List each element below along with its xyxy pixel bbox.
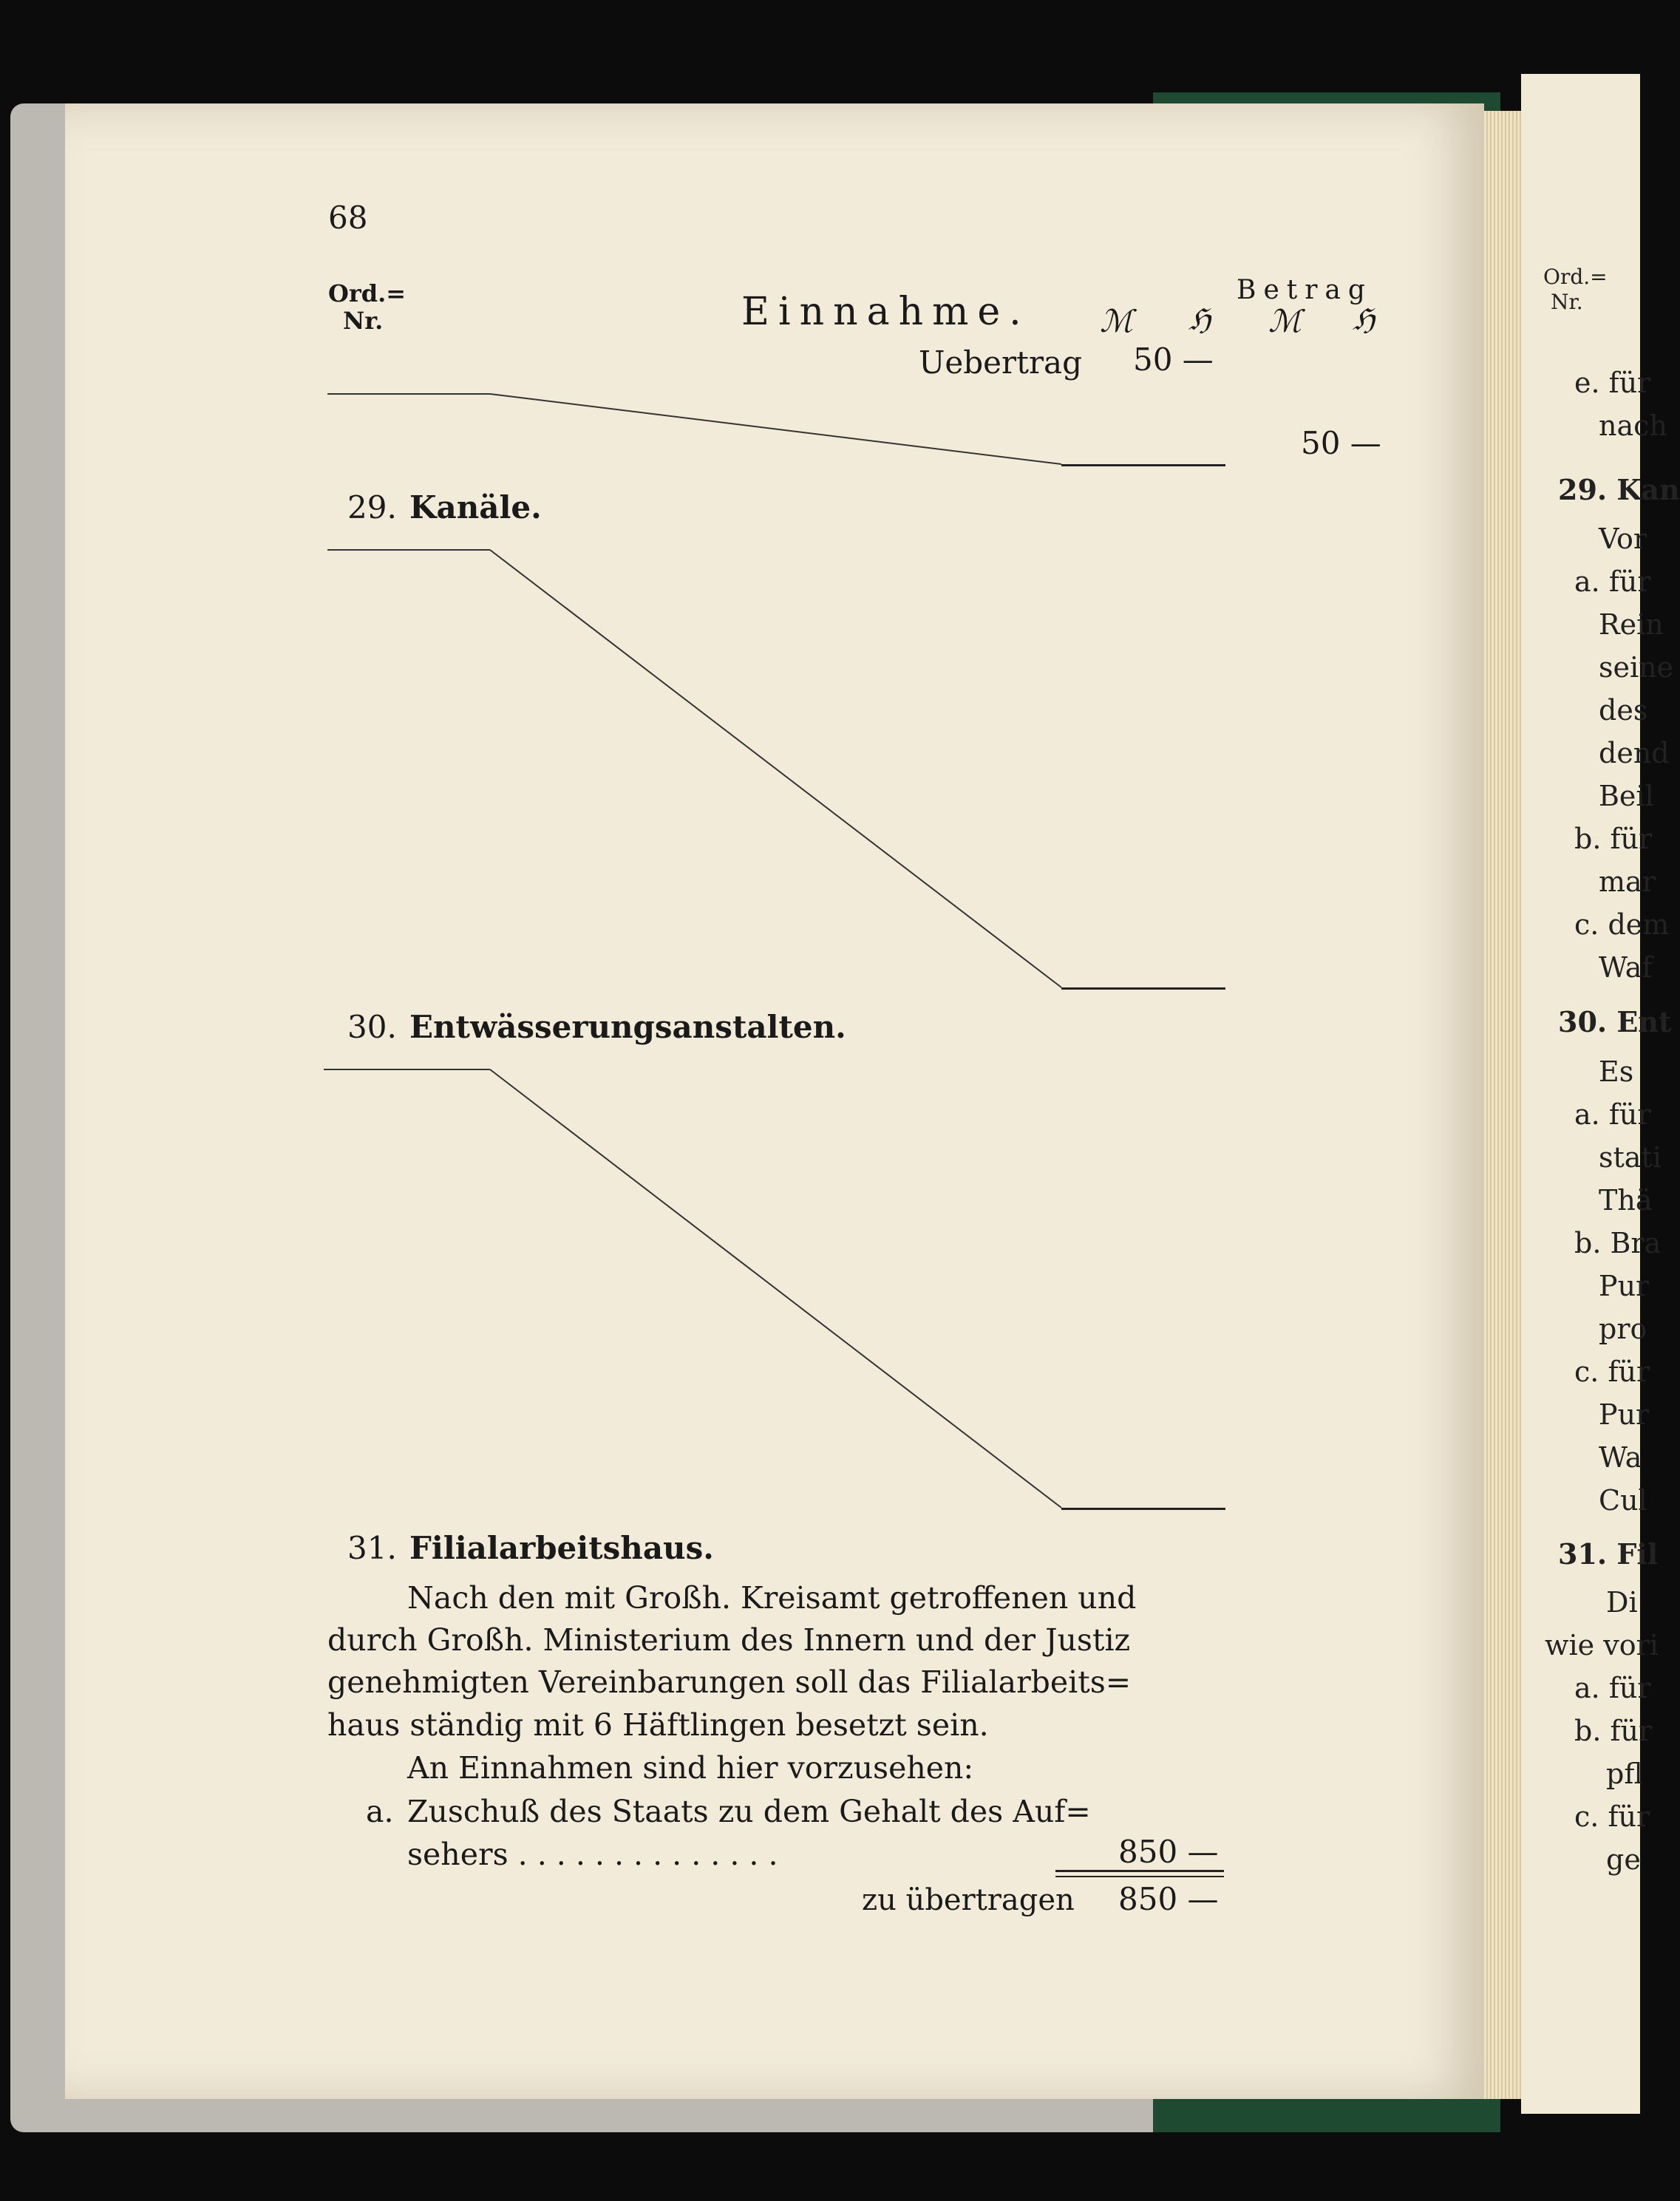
section-31-text-line: genehmigten Vereinbarungen soll das Filialarbeits= — [327, 1664, 1132, 1700]
right-ord-label-1: Ord.= — [1543, 265, 1608, 289]
right-text-row: 30. Ent — [1558, 1005, 1672, 1038]
right-text-row: stati — [1599, 1141, 1662, 1174]
sum-rule-31-second — [1055, 1876, 1224, 1877]
right-text-row: a. für — [1574, 565, 1651, 598]
right-text-row: Thä — [1599, 1184, 1653, 1217]
right-page-partial — [1521, 74, 1680, 2114]
uebertrag-label: Uebertrag — [919, 344, 1082, 381]
carry-forward-value: 850 — — [1118, 1881, 1219, 1917]
sum-rule-31 — [1055, 1870, 1224, 1872]
item-a-letter: a. — [366, 1794, 394, 1829]
right-text-row: c. dem — [1574, 908, 1670, 941]
right-text-row: Vor — [1599, 523, 1647, 555]
right-text-row: Es — [1599, 1055, 1634, 1088]
carry-forward-label: zu übertragen — [862, 1883, 1075, 1917]
right-text-row: Di — [1606, 1586, 1638, 1619]
sum-rule-uebertrag — [1061, 464, 1225, 466]
section-31-number: 31. — [347, 1530, 397, 1566]
right-text-row: dend — [1599, 737, 1670, 769]
right-text-row: c. für — [1574, 1355, 1650, 1388]
item-a-text-line: Zuschuß des Staats zu dem Gehalt des Auf= — [407, 1794, 1091, 1829]
page-number: 68 — [328, 200, 368, 236]
right-text-row: ge — [1606, 1843, 1641, 1876]
uebertrag-value: 50 — — [1133, 341, 1214, 378]
right-text-row: Pur — [1599, 1270, 1650, 1302]
right-text-row: Waf — [1599, 951, 1653, 984]
section-31-text-line: Nach den mit Großh. Kreisamt getroffenen und — [407, 1580, 1137, 1616]
right-text-row: c. für — [1574, 1800, 1650, 1833]
section-31-text-line: durch Großh. Ministerium des Innern und der Justiz — [327, 1622, 1131, 1658]
right-text-row: 29. Kan — [1558, 473, 1680, 506]
right-text-row: seine — [1599, 651, 1674, 684]
right-text-row: a. für — [1574, 1672, 1651, 1704]
item-a-text-line: sehers . . . . . . . . . . . . . . — [407, 1837, 778, 1872]
right-text-row: mar — [1599, 865, 1656, 898]
mark-column-label-1: ℳ — [1100, 303, 1133, 339]
left-page — [65, 103, 1484, 2099]
page-edges — [1484, 111, 1521, 2099]
right-text-row: 31. Fil — [1558, 1537, 1659, 1571]
pfennig-column-label-2: ℌ — [1353, 303, 1375, 337]
section-30-number: 30. — [347, 1009, 397, 1045]
right-text-row: pfl — [1606, 1758, 1643, 1790]
section-30-title: Entwässerungsanstalten. — [409, 1009, 846, 1045]
right-text-row: b. für — [1574, 1715, 1653, 1747]
ord-nr-label-2: Nr. — [343, 307, 384, 335]
section-29-title: Kanäle. — [409, 489, 542, 525]
right-text-row: b. Bra — [1574, 1227, 1662, 1259]
ord-nr-label-1: Ord.= — [328, 279, 407, 307]
sum-rule-29 — [1061, 987, 1225, 990]
betrag-label: Betrag — [1237, 275, 1373, 305]
pfennig-column-label-1: ℌ — [1188, 303, 1211, 337]
mark-column-label-2: ℳ — [1268, 303, 1302, 339]
section-31-text-line: An Einnahmen sind hier vorzusehen: — [407, 1750, 974, 1786]
right-text-row: Wa — [1599, 1441, 1642, 1474]
section-title-einnahme: Einnahme. — [741, 290, 1030, 334]
right-ord-label-2: Nr. — [1551, 290, 1583, 314]
right-text-row: Pur — [1599, 1398, 1650, 1431]
right-text-row: a. für — [1574, 1098, 1651, 1131]
right-text-row: Rein — [1599, 608, 1664, 641]
right-text-row: des — [1599, 694, 1648, 727]
item-a-value: 850 — — [1118, 1834, 1219, 1870]
right-text-row: Beil — [1599, 780, 1654, 812]
uebertrag-total: 50 — — [1301, 425, 1381, 461]
right-text-row: Cul — [1599, 1484, 1647, 1517]
right-text-row: wie vori — [1545, 1629, 1659, 1661]
right-text-row: b. für — [1574, 823, 1653, 855]
right-text-row: nach — [1599, 409, 1667, 442]
sum-rule-30 — [1061, 1508, 1225, 1510]
right-text-row: pro — [1599, 1313, 1647, 1345]
right-text-row: e. für — [1574, 367, 1651, 399]
section-31-text-line: haus ständig mit 6 Häftlingen besetzt sein. — [327, 1707, 989, 1743]
section-29-number: 29. — [347, 489, 397, 525]
section-31-title: Filialarbeitshaus. — [409, 1530, 714, 1566]
